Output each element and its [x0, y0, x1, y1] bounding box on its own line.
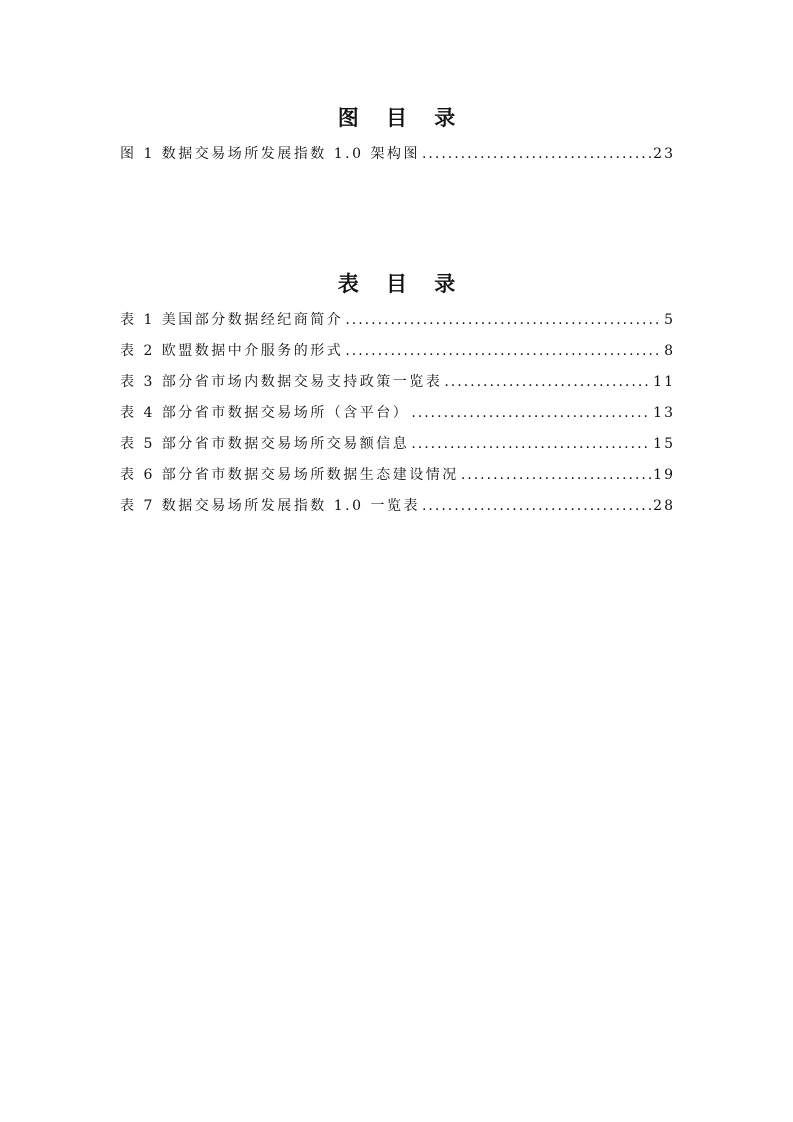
list-of-tables-heading: 表 目 录 [337, 272, 466, 296]
list-of-figures-heading: 图 目 录 [337, 106, 466, 130]
dot-leader [345, 340, 662, 362]
dot-leader [411, 433, 651, 455]
toc-entry-table-3[interactable] [120, 371, 675, 402]
list-of-figures [120, 143, 675, 174]
toc-entry-page-number: 19 [653, 467, 675, 483]
dot-leader [422, 495, 651, 517]
toc-entry-label: 表 7 数据交易场所发展指数 1.0 一览表 [120, 498, 420, 514]
toc-entry-page-number: 8 [664, 343, 675, 359]
toc-entry-table-7[interactable] [120, 495, 675, 526]
toc-entry-page-number: 5 [664, 312, 675, 328]
dot-leader [444, 371, 651, 393]
list-of-tables [120, 309, 675, 526]
toc-entry-page-number: 23 [653, 146, 675, 162]
toc-entry-label: 表 3 部分省市场内数据交易支持政策一览表 [120, 374, 443, 390]
toc-entry-label: 表 1 美国部分数据经纪商简介 [120, 312, 344, 328]
toc-entry-page-number: 11 [653, 374, 675, 390]
toc-entry-label: 图 1 数据交易场所发展指数 1.0 架构图 [120, 146, 420, 162]
toc-entry-label: 表 6 部分省市数据交易场所数据生态建设情况 [120, 467, 459, 483]
toc-entry-table-1[interactable] [120, 309, 675, 340]
dot-leader [461, 464, 651, 486]
toc-entry-table-2[interactable] [120, 340, 675, 371]
dot-leader [411, 402, 651, 424]
toc-entry-table-6[interactable] [120, 464, 675, 495]
toc-entry-table-5[interactable] [120, 433, 675, 464]
toc-entry-figure-1[interactable] [120, 143, 675, 174]
dot-leader [422, 143, 651, 165]
toc-entry-page-number: 28 [653, 498, 675, 514]
toc-entry-table-4[interactable] [120, 402, 675, 433]
toc-entry-label: 表 5 部分省市数据交易场所交易额信息 [120, 436, 410, 452]
toc-entry-label: 表 2 欧盟数据中介服务的形式 [120, 343, 344, 359]
toc-entry-page-number: 13 [653, 405, 675, 421]
toc-entry-label: 表 4 部分省市数据交易场所（含平台） [120, 405, 410, 421]
dot-leader [345, 309, 662, 331]
toc-entry-page-number: 15 [653, 436, 675, 452]
